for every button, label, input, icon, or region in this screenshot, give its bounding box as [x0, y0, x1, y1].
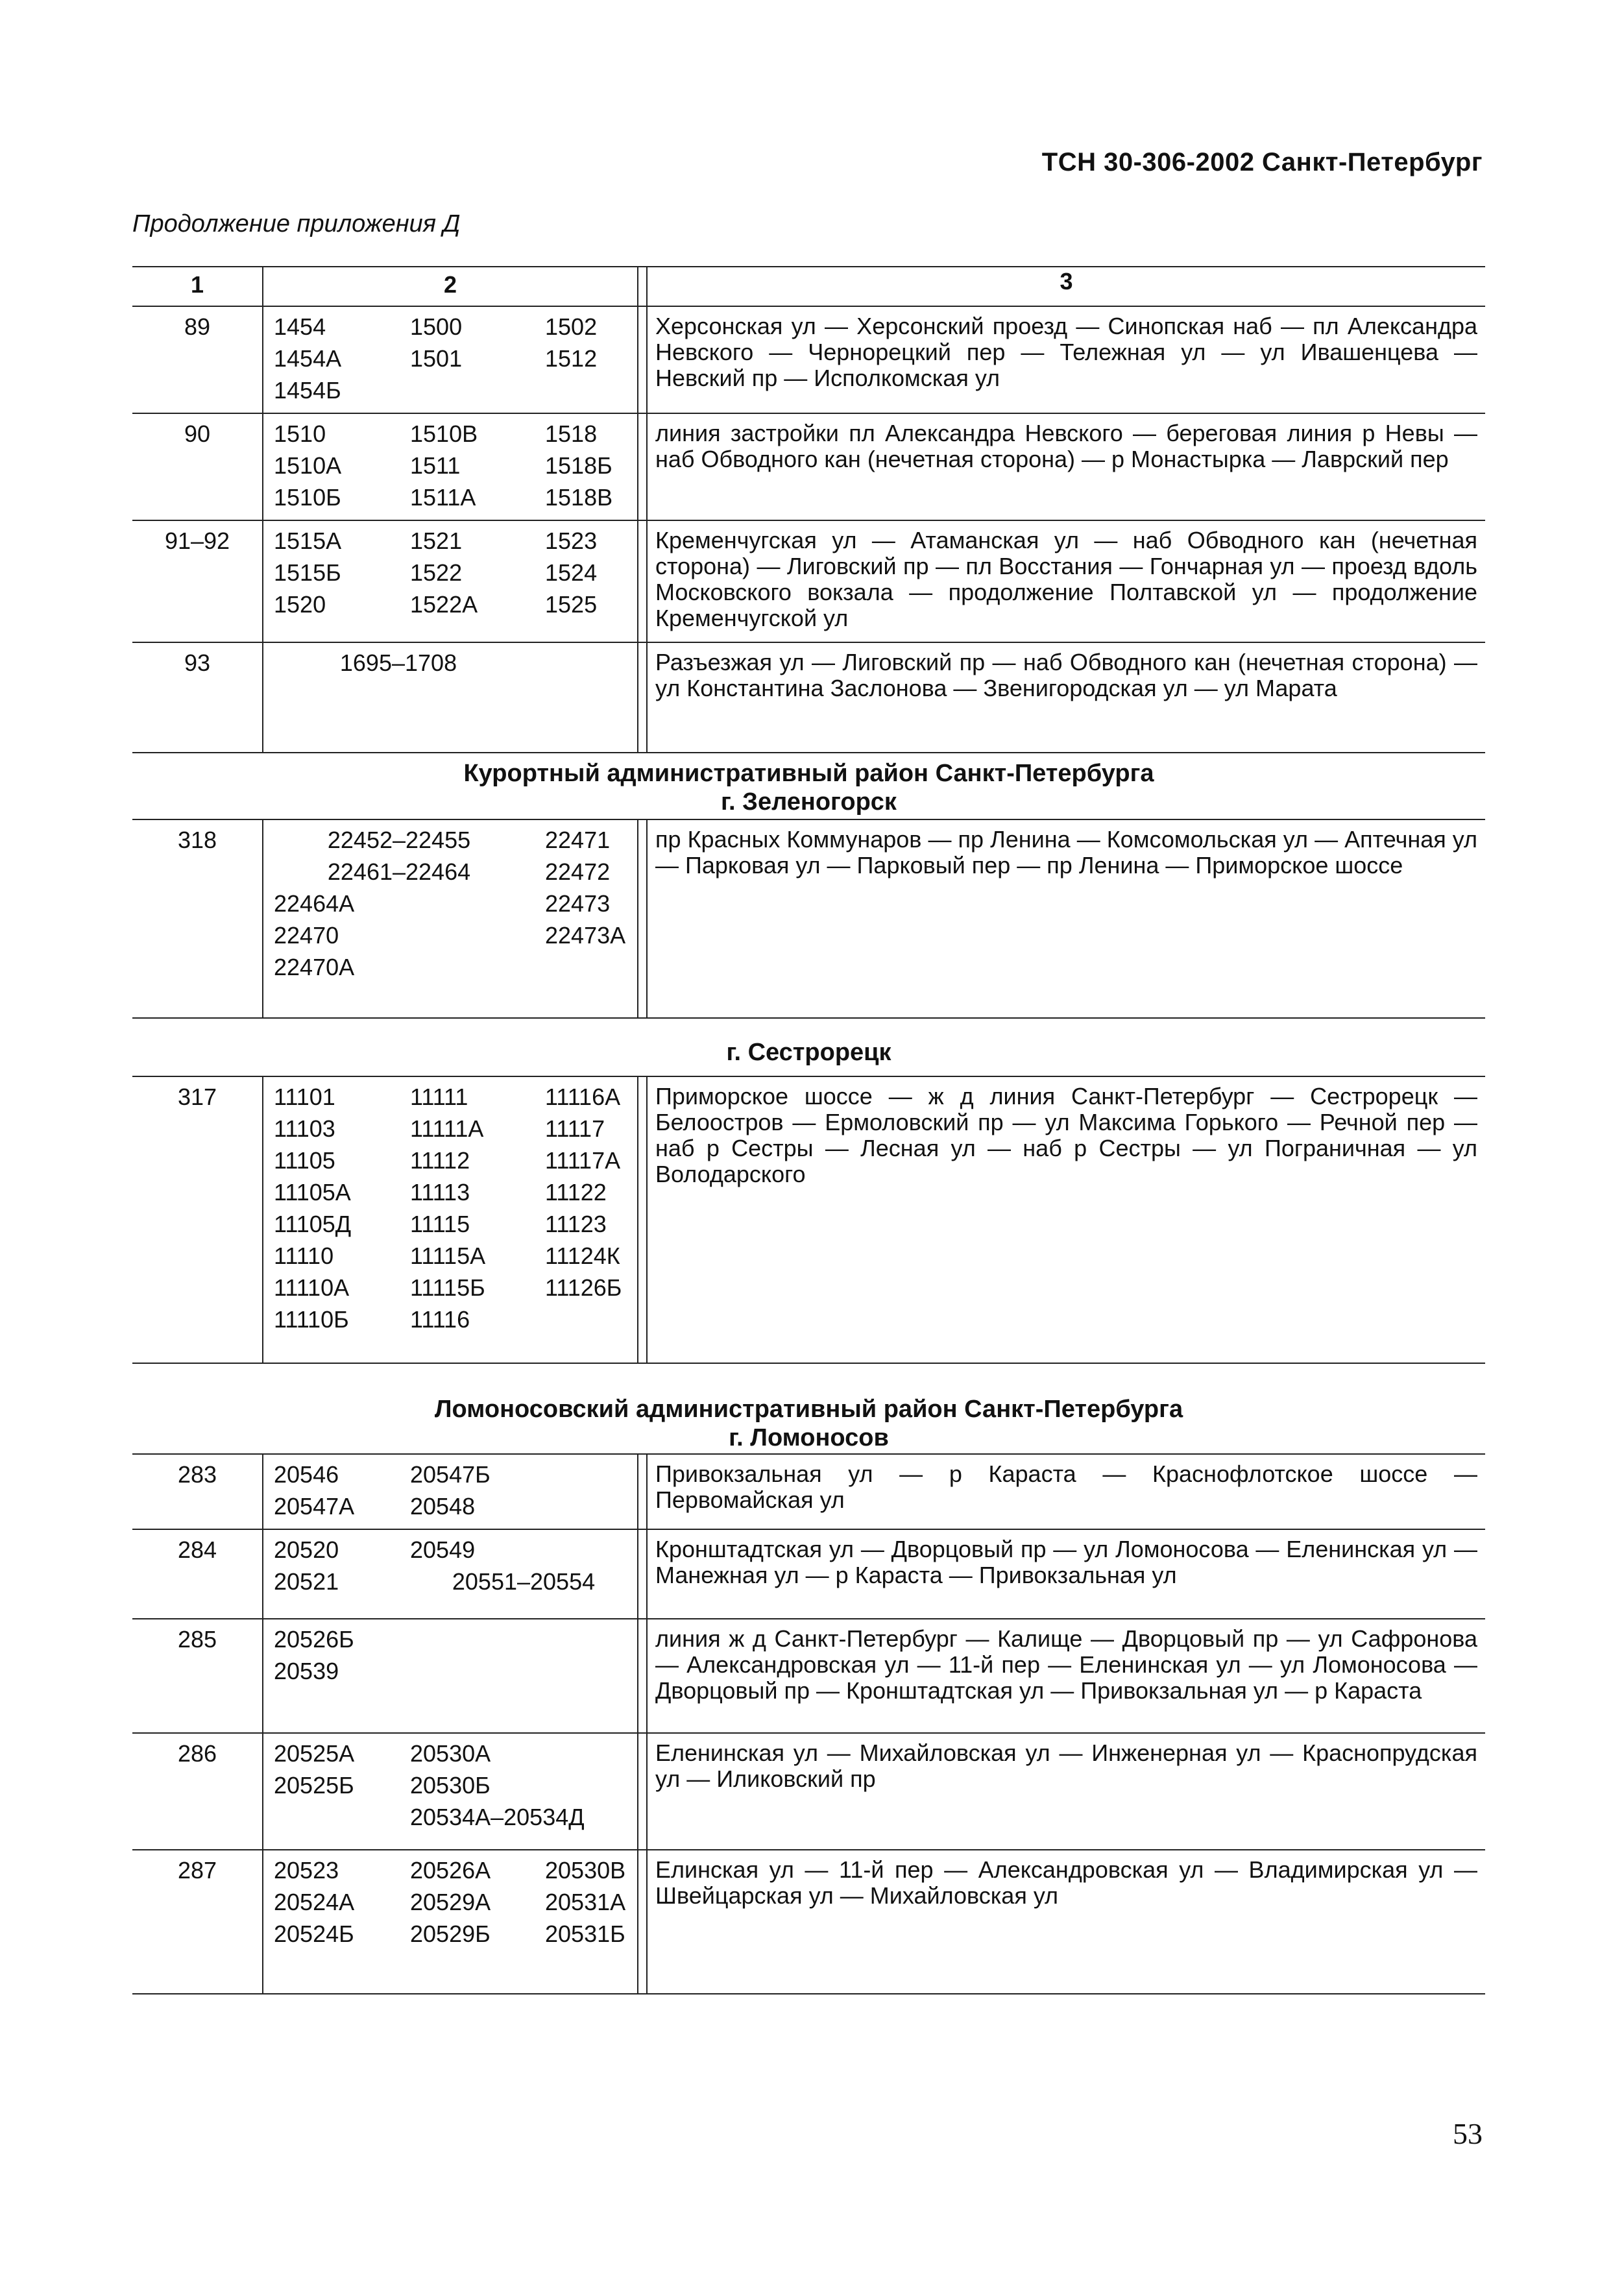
- row-description: Херсонская ул — Херсонский проезд — Синопская наб — пл Александра Невского — Чернорецкий пер — Тележная ул — ул Ивашенцева — Невский пр — Исполкомская ул: [647, 306, 1485, 413]
- code: 20524Б: [274, 1921, 354, 1947]
- code: 1501: [410, 345, 463, 372]
- code: 20529Б: [410, 1921, 491, 1947]
- code: 1523: [545, 527, 598, 554]
- code: 11112: [410, 1147, 470, 1174]
- code: 11111: [410, 1084, 468, 1110]
- table-row: [132, 1733, 1485, 1850]
- code: 20526Б: [274, 1626, 354, 1653]
- code: 1524: [545, 559, 598, 586]
- code: 1521: [410, 527, 463, 554]
- code: 1454Б: [274, 377, 341, 404]
- code-list: [263, 1623, 637, 1687]
- code: 20531Б: [545, 1921, 625, 1947]
- table-row: [132, 1076, 1485, 1363]
- code: 20530В: [545, 1857, 626, 1884]
- code: 11126Б: [545, 1274, 622, 1301]
- code-list: [263, 1459, 637, 1522]
- table-block-1: [132, 266, 1485, 753]
- code: 20525А: [274, 1740, 355, 1767]
- row-number: 318: [132, 819, 263, 1018]
- code: 1525: [545, 591, 598, 618]
- code: 11123: [545, 1211, 607, 1237]
- code: 11115А: [410, 1242, 486, 1269]
- code: 22464А: [274, 890, 355, 917]
- code-list: [263, 418, 637, 513]
- code: 1512: [545, 345, 598, 372]
- code-list: [263, 1738, 637, 1833]
- code: 22473А: [545, 922, 626, 949]
- table-row: [132, 306, 1485, 413]
- section-sestroretsk: [132, 1038, 1485, 1067]
- code: 11111А: [410, 1115, 484, 1142]
- table-header-row: [132, 267, 1485, 306]
- code-range: 20551–20554: [452, 1568, 596, 1595]
- code: 22470А: [274, 954, 355, 980]
- code: 22452–22455: [327, 827, 471, 853]
- code: 1518В: [545, 484, 613, 511]
- row-number: 286: [132, 1733, 263, 1850]
- section-subtitle: г. Ломоносов: [729, 1424, 889, 1451]
- table-row: [132, 413, 1485, 520]
- code: 20529А: [410, 1889, 491, 1915]
- row-number: 285: [132, 1619, 263, 1733]
- code: 20521: [274, 1568, 339, 1595]
- row-description: линия застройки пл Александра Невского — береговая линия р Невы — наб Обводного кан (нечетная сторона) — р Монастырка — Лаврский пер: [647, 413, 1485, 520]
- code: 1510В: [410, 420, 478, 447]
- code: 1502: [545, 313, 598, 340]
- row-description: Кронштадтская ул — Дворцовый пр — ул Ломоносова — Еленинская ул — Манежная ул — р Караста — Привокзальная ул: [647, 1529, 1485, 1619]
- code: 1515А: [274, 527, 342, 554]
- code: 20547А: [274, 1493, 355, 1520]
- code: 1518: [545, 420, 598, 447]
- code: 11103: [274, 1115, 335, 1142]
- code: 1454: [274, 313, 326, 340]
- code: 1511: [410, 452, 461, 479]
- code: 20520: [274, 1536, 339, 1563]
- table-row: [132, 642, 1485, 753]
- row-number: 90: [132, 413, 263, 520]
- code-list: [263, 525, 637, 620]
- code: 1515Б: [274, 559, 341, 586]
- section-title: Ломоносовский административный район Санкт-Петербурга: [434, 1396, 1183, 1423]
- table-row: [132, 1529, 1485, 1619]
- row-description: Елинская ул — 11-й пер — Александровская ул — Владимирская ул — Швейцарская ул — Михайловская ул: [647, 1850, 1485, 1994]
- code: 11115Б: [410, 1274, 485, 1301]
- code: 11110Б: [274, 1306, 349, 1333]
- code-list: [263, 311, 637, 406]
- continuation-caption: Продолжение приложения Д: [132, 210, 461, 237]
- table-row: [132, 520, 1485, 642]
- row-number: 283: [132, 1454, 263, 1529]
- table-block-lomonosov: [132, 1453, 1485, 1994]
- header-col-3: 3: [647, 267, 1485, 306]
- code: 20548: [410, 1493, 476, 1520]
- code: 11122: [545, 1179, 607, 1206]
- table-row: [132, 819, 1485, 1018]
- code: 11115: [410, 1211, 470, 1237]
- code: 11113: [410, 1179, 470, 1206]
- header-col-2: 2: [263, 267, 638, 306]
- row-description: Кременчугская ул — Атаманская ул — наб Обводного кан (нечетная сторона) — Лиговский пр — пл Восстания — Гончарная ул — проезд вдоль Московского вокзала — продолжение Полтавской ул — продолжение Кременчугской ул: [647, 520, 1485, 642]
- code-list: [263, 1534, 637, 1597]
- row-number: 93: [132, 642, 263, 753]
- code: 11110А: [274, 1274, 350, 1301]
- row-description: Еленинская ул — Михайловская ул — Инженерная ул — Краснопрудская ул — Иликовский пр: [647, 1733, 1485, 1850]
- code: 20549: [410, 1536, 476, 1563]
- section-subtitle: г. Зеленогорск: [721, 788, 897, 816]
- code: 1510: [274, 420, 326, 447]
- code: 1520: [274, 591, 326, 618]
- district-table: [132, 266, 1485, 753]
- code: 20531А: [545, 1889, 626, 1915]
- code: 11117: [545, 1115, 605, 1142]
- row-number: 317: [132, 1076, 263, 1363]
- row-description: Разъезжая ул — Лиговский пр — наб Обводного кан (нечетная сторона) — ул Константина Заслонова — Звенигородская ул — ул Марата: [647, 642, 1485, 753]
- code: 22461–22464: [327, 858, 471, 885]
- code-list: [263, 824, 637, 983]
- code: 20526А: [410, 1857, 491, 1884]
- code: 20524А: [274, 1889, 355, 1915]
- code: 1522А: [410, 591, 478, 618]
- row-description: пр Красных Коммунаров — пр Ленина — Комсомольская ул — Аптечная ул — Парковая ул — Парковый пер — пр Ленина — Приморское шоссе: [647, 819, 1485, 1018]
- code: 20530А: [410, 1740, 491, 1767]
- code: 20547Б: [410, 1461, 491, 1488]
- row-number: 287: [132, 1850, 263, 1994]
- code: 1510А: [274, 452, 342, 479]
- row-number: 284: [132, 1529, 263, 1619]
- row-description: линия ж д Санкт-Петербург — Калище — Дворцовый пр — ул Сафронова — Александровская ул — 11-й пер — Еленинская ул — ул Ломоносова — Дворцовый пр — Кронштадтская ул — Привокзальная ул — р Караста: [647, 1619, 1485, 1733]
- code: 1522: [410, 559, 463, 586]
- section-title: Курортный административный район Санкт-Петербурга: [463, 760, 1154, 787]
- code: 11105: [274, 1147, 335, 1174]
- section-lomonosov: [132, 1395, 1485, 1452]
- row-description: Привокзальная ул — р Караста — Краснофлотское шоссе — Первомайская ул: [647, 1454, 1485, 1529]
- row-number: 91–92: [132, 520, 263, 642]
- code-range: 20534А–20534Д: [410, 1804, 585, 1830]
- code: 1511А: [410, 484, 476, 511]
- section-kurort: [132, 759, 1485, 816]
- code: 1500: [410, 313, 463, 340]
- row-number: 89: [132, 306, 263, 413]
- code: 11116А: [545, 1084, 621, 1110]
- code: 20539: [274, 1658, 339, 1684]
- code: 20546: [274, 1461, 339, 1488]
- code: 11105Д: [274, 1211, 352, 1237]
- row-description: Приморское шоссе — ж д линия Санкт-Петербург — Сестрорецк — Белоостров — Ермоловский пр — ул Максима Горького — Речной пер — наб р Сестры — Лесная ул — наб р Сестры — ул Пограничная — ул Володарского: [647, 1076, 1485, 1363]
- code: 11105А: [274, 1179, 351, 1206]
- section-subtitle: г. Сестрорецк: [726, 1039, 891, 1066]
- code: 1454А: [274, 345, 342, 372]
- code: 20525Б: [274, 1772, 354, 1799]
- table-block-kurort: [132, 819, 1485, 1019]
- code: 11101: [274, 1084, 335, 1110]
- table-block-sestroretsk: [132, 1076, 1485, 1364]
- code-list: [263, 1081, 637, 1335]
- table-row: [132, 1619, 1485, 1733]
- code: 22473: [545, 890, 611, 917]
- page-number: 53: [1453, 2117, 1483, 2150]
- code: 11110: [274, 1242, 334, 1269]
- document-title: ТСН 30-306-2002 Санкт-Петербург: [1041, 148, 1483, 176]
- code: 22471: [545, 827, 611, 853]
- code: 22470: [274, 922, 339, 949]
- code: 11117А: [545, 1147, 621, 1174]
- table-row: [132, 1454, 1485, 1529]
- table-row: [132, 1850, 1485, 1994]
- code: 11124К: [545, 1242, 620, 1269]
- code: 11116: [410, 1306, 470, 1333]
- code: 1510Б: [274, 484, 341, 511]
- code-list: [263, 647, 637, 679]
- code: 20523: [274, 1857, 339, 1884]
- header-col-1: 1: [132, 267, 263, 306]
- code-list: [263, 1854, 637, 1950]
- code: 1518Б: [545, 452, 612, 479]
- code-range: 1695–1708: [339, 649, 457, 676]
- code: 20530Б: [410, 1772, 491, 1799]
- code: 22472: [545, 858, 611, 885]
